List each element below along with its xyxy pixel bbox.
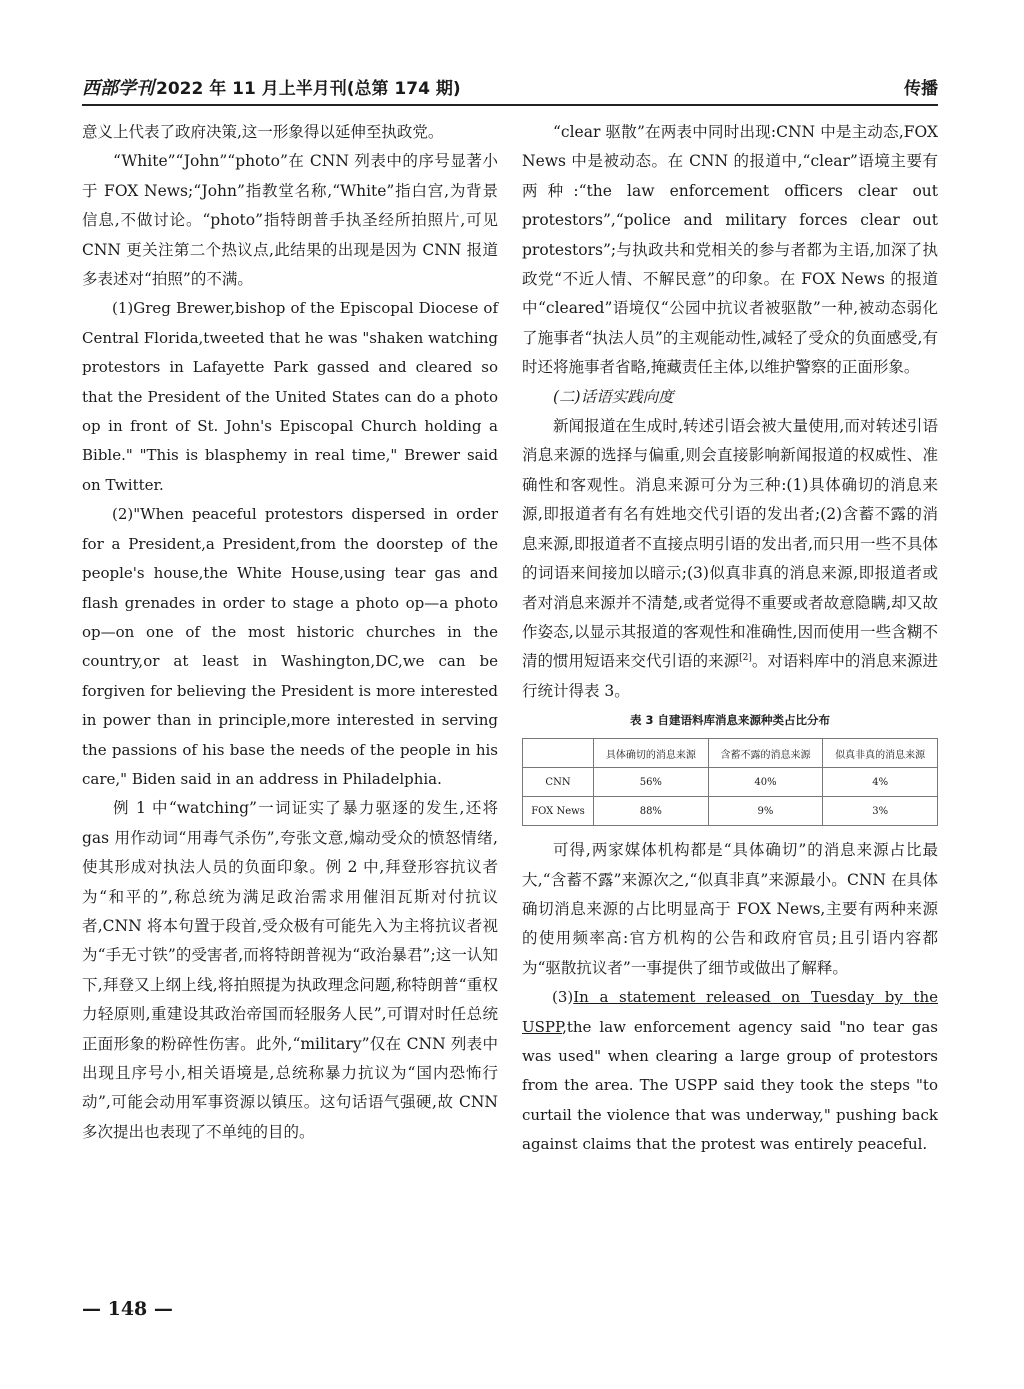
section-subheading: (二)话语实践向度 <box>553 387 674 406</box>
table-row <box>523 768 938 797</box>
right-column <box>522 118 938 1160</box>
table-row <box>523 797 938 826</box>
table-cell: 88% <box>594 797 709 826</box>
section-label: 传播 <box>904 79 938 99</box>
paragraph-clear-analysis: “clear 驱散”在两表中同时出现:CNN 中是主动态,FOX News 中是被动态。在 CNN 的报道中,“clear”语境主要有两种:“the law enforcement officers clear out protestors”,“police and military forces clear out protestors”;与执政共和党相关的参与者都为主语,加深了执政党“不近人情、不解民意”的印象。在 FOX News 的报道中“cleared”语境仅“公园中抗议者被驱散”一种,被动态弱化了施事者“执法人员”的主观能动性,减轻了受众的负面感受,有时还将施事者省略,掩藏责任主体,以维护警察的正面形象。 <box>522 123 938 377</box>
quote-3-underlined: In a statement released on Tuesday by the USPP <box>522 988 938 1036</box>
example-quote-3 <box>522 983 938 1159</box>
paragraph-news-sources <box>522 412 938 706</box>
table-cell: 40% <box>708 768 823 797</box>
table-header-empty <box>523 739 594 768</box>
quote-3-body: ,the law enforcement agency said "no tear gas was used" when clearing a large group of protestors from the area. The USPP said they took the steps "to curtail the violence that was underway," pushing back against claims that the protest was entirely peaceful. <box>522 1017 938 1154</box>
table-cell: FOX News <box>523 797 594 826</box>
page-number: — 148 — <box>82 1298 173 1320</box>
paragraph-example-analysis: 例 1 中“watching”一词证实了暴力驱逐的发生,还将 gas 用作动词“用毒气杀伤”,夸张文意,煽动受众的愤怒情绪,使其形成对执法人员的负面印象。例 2 中,拜登形容抗议者为“和平的”,称总统为满足政治需求用催泪瓦斯对付抗议者,CNN 将本句置于段首,受众极有可能先入为主将抗议者视为“手无寸铁”的受害者,而将特朗普视为“政治暴君”;这一认知下,拜登又上纲上线,将拍照提为执政理念问题,称特朗普“重权力轻原则,重建设其政治帝国而轻服务人民”,可谓对时任总统正面形象的粉碎性伤害。此外,“military”仅在 CNN 列表中出现且序号小,相关语境是,总统称暴力抗议为“国内恐怖行动”,可能会动用军事资源以镇压。这句话语气强硬,故 CNN 多次提出也表现了不单纯的目的。 <box>82 799 498 1141</box>
table-header-specific: 具体确切的消息来源 <box>594 739 709 768</box>
table-cell: 9% <box>708 797 823 826</box>
journal-masthead: 西部学刊 <box>82 78 154 99</box>
table-cell: CNN <box>523 768 594 797</box>
paragraph-continuation: 意义上代表了政府决策,这一形象得以延伸至执政党。 <box>82 123 444 141</box>
table-cell: 4% <box>823 768 938 797</box>
paragraph-keyword-analysis: “White”“John”“photo”在 CNN 列表中的序号显著小于 FOX News;“John”指教堂名称,“White”指白宫,为背景信息,不做讨论。“photo”指特朗普手执圣经所拍照片,可见 CNN 更关注第二个热议点,此结果的出现是因为 CNN 报道多表述对“拍照”的不满。 <box>82 152 498 289</box>
paragraph-table-interpretation: 可得,两家媒体机构都是“具体确切”的消息来源占比最大,“含蓄不露”来源次之,“似真非真”来源最小。CNN 在具体确切消息来源的占比明显高于 FOX News,主要有两种来源的使用频率高:官方机构的公告和政府官员;且引语内容都为“驱散抗议者”一事提供了细节或做出了解释。 <box>522 841 938 977</box>
quote-3-number: (3) <box>552 988 574 1007</box>
news-sources-text: 新闻报道在生成时,转述引语会被大量使用,而对转述引语消息来源的选择与偏重,则会直接影响新闻报道的权威性、准确性和客观性。消息来源可分为三种:(1)具体确切的消息来源,即报道者有名有姓地交代引语的发出者;(2)含蓄不露的消息来源,即报道者不直接点明引语的发出者,而只用一些不具体的词语来间接加以暗示;(3)似真非真的消息来源,即报道者或者对消息来源并不清楚,或者觉得不重要或者故意隐瞒,却又故作姿态,以显示其报道的客观性和准确性,因而使用一些含糊不清的惯用短语来交代引语的来源 <box>522 417 938 671</box>
example-quote-1: (1)Greg Brewer,bishop of the Episcopal Diocese of Central Florida,tweeted that he was "shaken watching protestors in Lafayette Park gassed and cleared so that the President of the United States can do a photo op in front of St. John's Episcopal Church holding a Bible." "This is blasphemy in real time," Brewer said on Twitter. <box>82 299 498 494</box>
table-header-row <box>523 739 938 768</box>
example-quote-2: (2)"When peaceful protestors dispersed in order for a President,a President,from the doorstep of the people's house,the White House,using tear gas and flash grenades in order to stage a photo op—a photo op—on one of the most historic churches in the country,or at least in Washington,DC,we can be forgiven for believing the President is more interested in power than in principle,more interested in serving the passions of his base the needs of the people in his care," Biden said in an address in Philadelphia. <box>82 505 498 788</box>
table-caption: 表 3 自建语料库消息来源种类占比分布 <box>629 713 830 728</box>
table-cell: 3% <box>823 797 938 826</box>
issue-info: 2022 年 11 月上半月刊(总第 174 期) <box>156 79 461 99</box>
table-cell: 56% <box>594 768 709 797</box>
source-distribution-table <box>522 738 938 826</box>
news-sources-tail: 。对语料库中的消息来源进行统计得表 3。 <box>522 652 938 700</box>
table-header-implicit: 含蓄不露的消息来源 <box>708 739 823 768</box>
running-header <box>82 70 938 106</box>
journal-header <box>82 74 461 100</box>
citation-ref: [2] <box>739 653 752 664</box>
left-column <box>82 118 498 1147</box>
table-header-vague: 似真非真的消息来源 <box>823 739 938 768</box>
